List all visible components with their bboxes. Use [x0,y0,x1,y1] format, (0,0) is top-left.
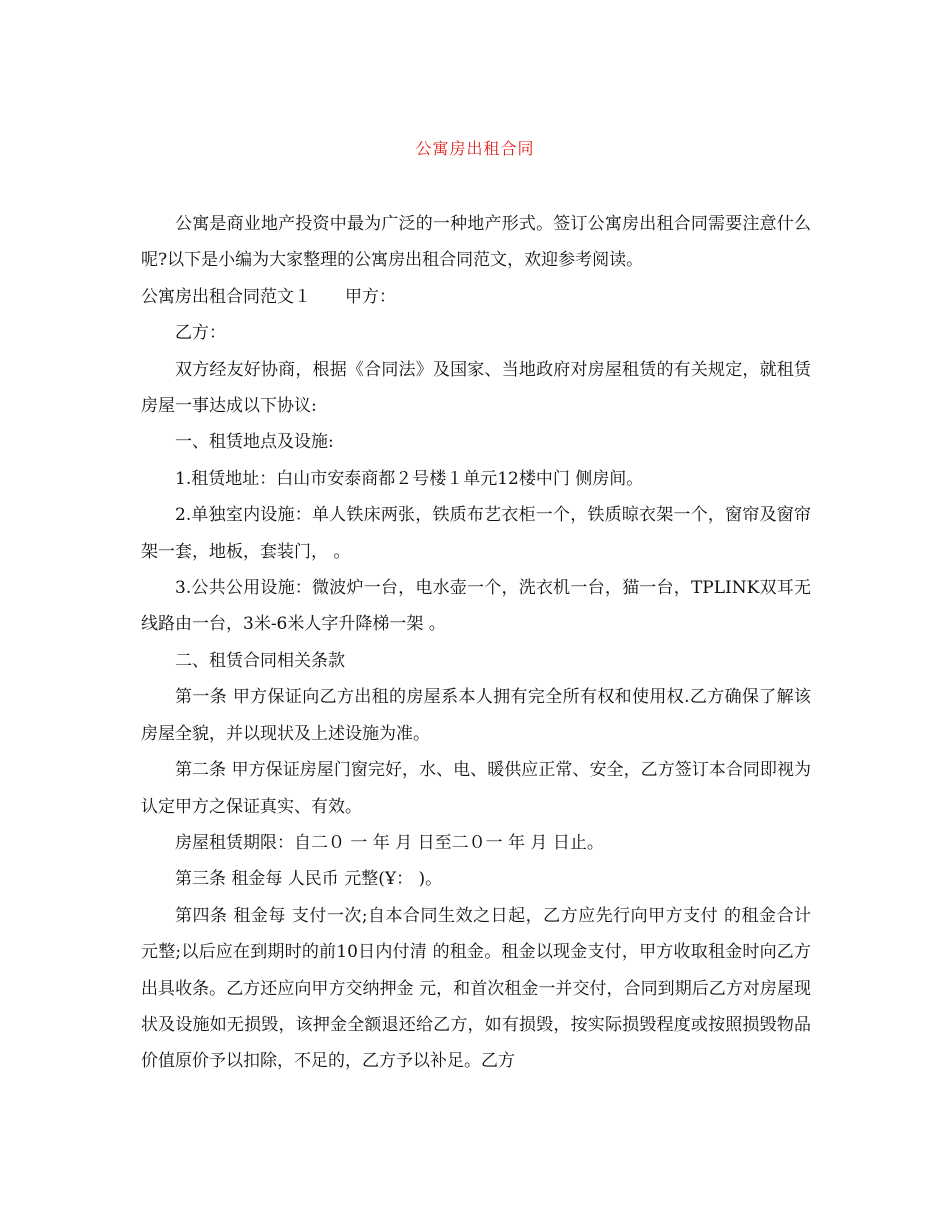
section2-heading: 二、租赁合同相关条款 [175,650,345,671]
lease-term: 房屋租赁期限：自二０ 一 年 月 日至二０一 年 月 日止。 [175,832,604,853]
party-a-label: 甲方： [345,286,396,307]
document-title: 公寓房出租合同 [415,139,535,158]
article-2: 第二条 甲方保证房屋门窗完好，水、电、暖供应正常、安全，乙方签订本合同即视为认定甲方之保证真实、有效。 [141,760,811,817]
article-4: 第四条 租金每 支付一次;自本合同生效之日起，乙方应先行向甲方支付 的租金合计 元整;以后应在到期时的前10日内付清 的租金。租金以现金支付，甲方收取租金时向乙方出具收条。乙方还应向甲方交纳押金 元，和首次租金一并交付，合同到期后乙方对房屋现状及设施如无损毁，该押金全额退还给乙方，如有损毁，按实际损毁程度或按照损毁物品价值原价予以扣除，不足的，乙方予以补足。乙方 [141,905,811,1072]
item-indoor-facilities: 2.单独室内设施：单人铁床两张，铁质布艺衣柜一个，铁质晾衣架一个，窗帘及窗帘架一套，地板，套装门， 。 [141,505,811,562]
preamble-paragraph: 双方经友好协商，根据《合同法》及国家、当地政府对房屋租赁的有关规定，就租赁房屋一事达成以下协议: [141,359,811,417]
section1-heading: 一、租赁地点及设施: [175,432,334,453]
item-lease-address: 1.租赁地址：白山市安泰商都２号楼１单元12楼中门 侧房间。 [175,468,644,489]
article-3: 第三条 租金每 人民币 元整(Ұ： )。 [175,869,443,890]
article-1: 第一条 甲方保证向乙方出租的房屋系本人拥有完全所有权和使用权.乙方确保了解该房屋全貌，并以现状及上述设施为准。 [141,687,811,744]
sample-heading: 公寓房出租合同范文１ [141,286,311,307]
intro-paragraph: 公寓是商业地产投资中最为广泛的一种地产形式。签订公寓房出租合同需要注意什么呢?以下是小编为大家整理的公寓房出租合同范文，欢迎参考阅读。 [141,214,811,271]
sample-heading-line [141,279,811,315]
party-b-label: 乙方： [175,323,226,344]
document-body [141,206,811,1080]
item-public-facilities: 3.公共公用设施：微波炉一台，电水壶一个，洗衣机一台，猫一台，TPLINK双耳无线路由一台，3米-6米人字升降梯一架 。 [141,578,811,635]
